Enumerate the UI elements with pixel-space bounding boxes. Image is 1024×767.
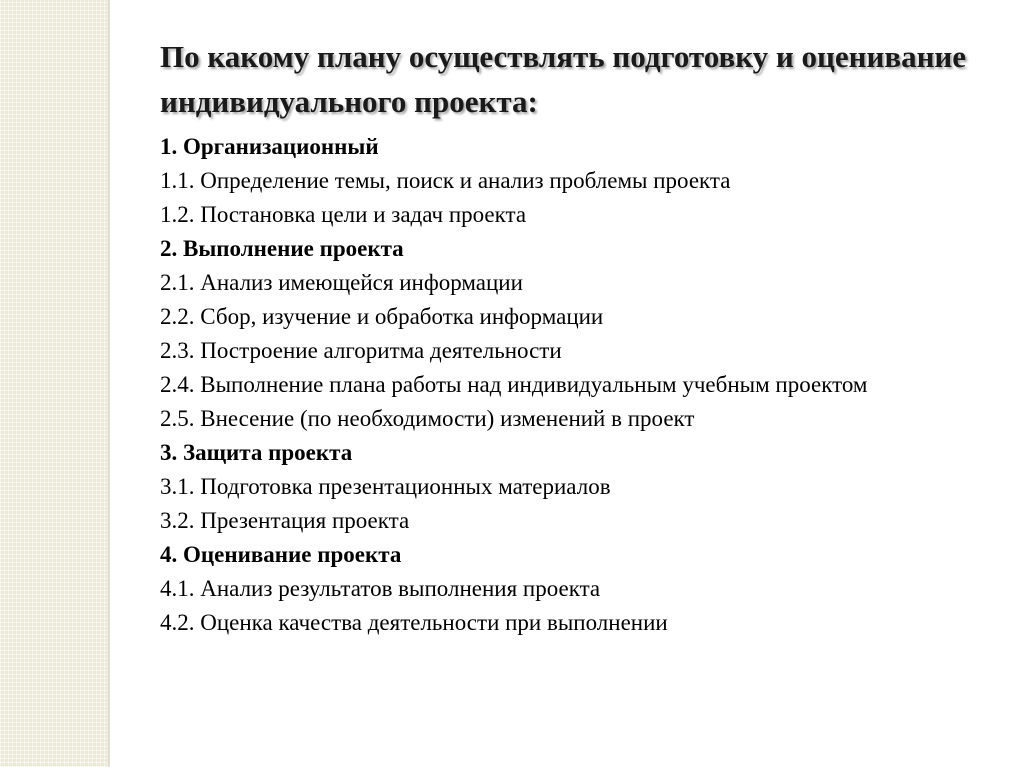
- plan-item: 4.2. Оценка качества деятельности при выполнении: [160, 610, 668, 635]
- plan-item: 2.1. Анализ имеющейся информации: [160, 270, 523, 295]
- plan-list: [160, 130, 990, 640]
- side-strip-edge: [108, 0, 110, 767]
- plan-item: 2.2. Сбор, изучение и обработка информации: [160, 304, 604, 329]
- decorative-side-strip: [0, 0, 108, 767]
- plan-section-heading: 1. Организационный: [160, 134, 379, 159]
- plan-section-heading: 4. Оценивание проекта: [160, 542, 402, 567]
- plan-item: 1.2. Постановка цели и задач проекта: [160, 202, 527, 227]
- slide-content: [160, 34, 990, 640]
- plan-item: 3.2. Презентация проекта: [160, 508, 410, 533]
- plan-section-heading: 2. Выполнение проекта: [160, 236, 404, 261]
- plan-item: 1.1. Определение темы, поиск и анализ проблемы проекта: [160, 168, 731, 193]
- plan-item: 2.4. Выполнение плана работы над индивидуальным учебным проектом: [160, 372, 868, 397]
- plan-item: 2.5. Внесение (по необходимости) изменений в проект: [160, 406, 695, 431]
- plan-item: 2.3. Построение алгоритма деятельности: [160, 338, 562, 363]
- plan-item: 3.1. Подготовка презентационных материалов: [160, 474, 611, 499]
- plan-section-heading: 3. Защита проекта: [160, 440, 353, 465]
- plan-item: 4.1. Анализ результатов выполнения проекта: [160, 576, 601, 601]
- slide-title: По какому плану осуществлять подготовку и оценивание индивидуального проекта:: [160, 39, 967, 119]
